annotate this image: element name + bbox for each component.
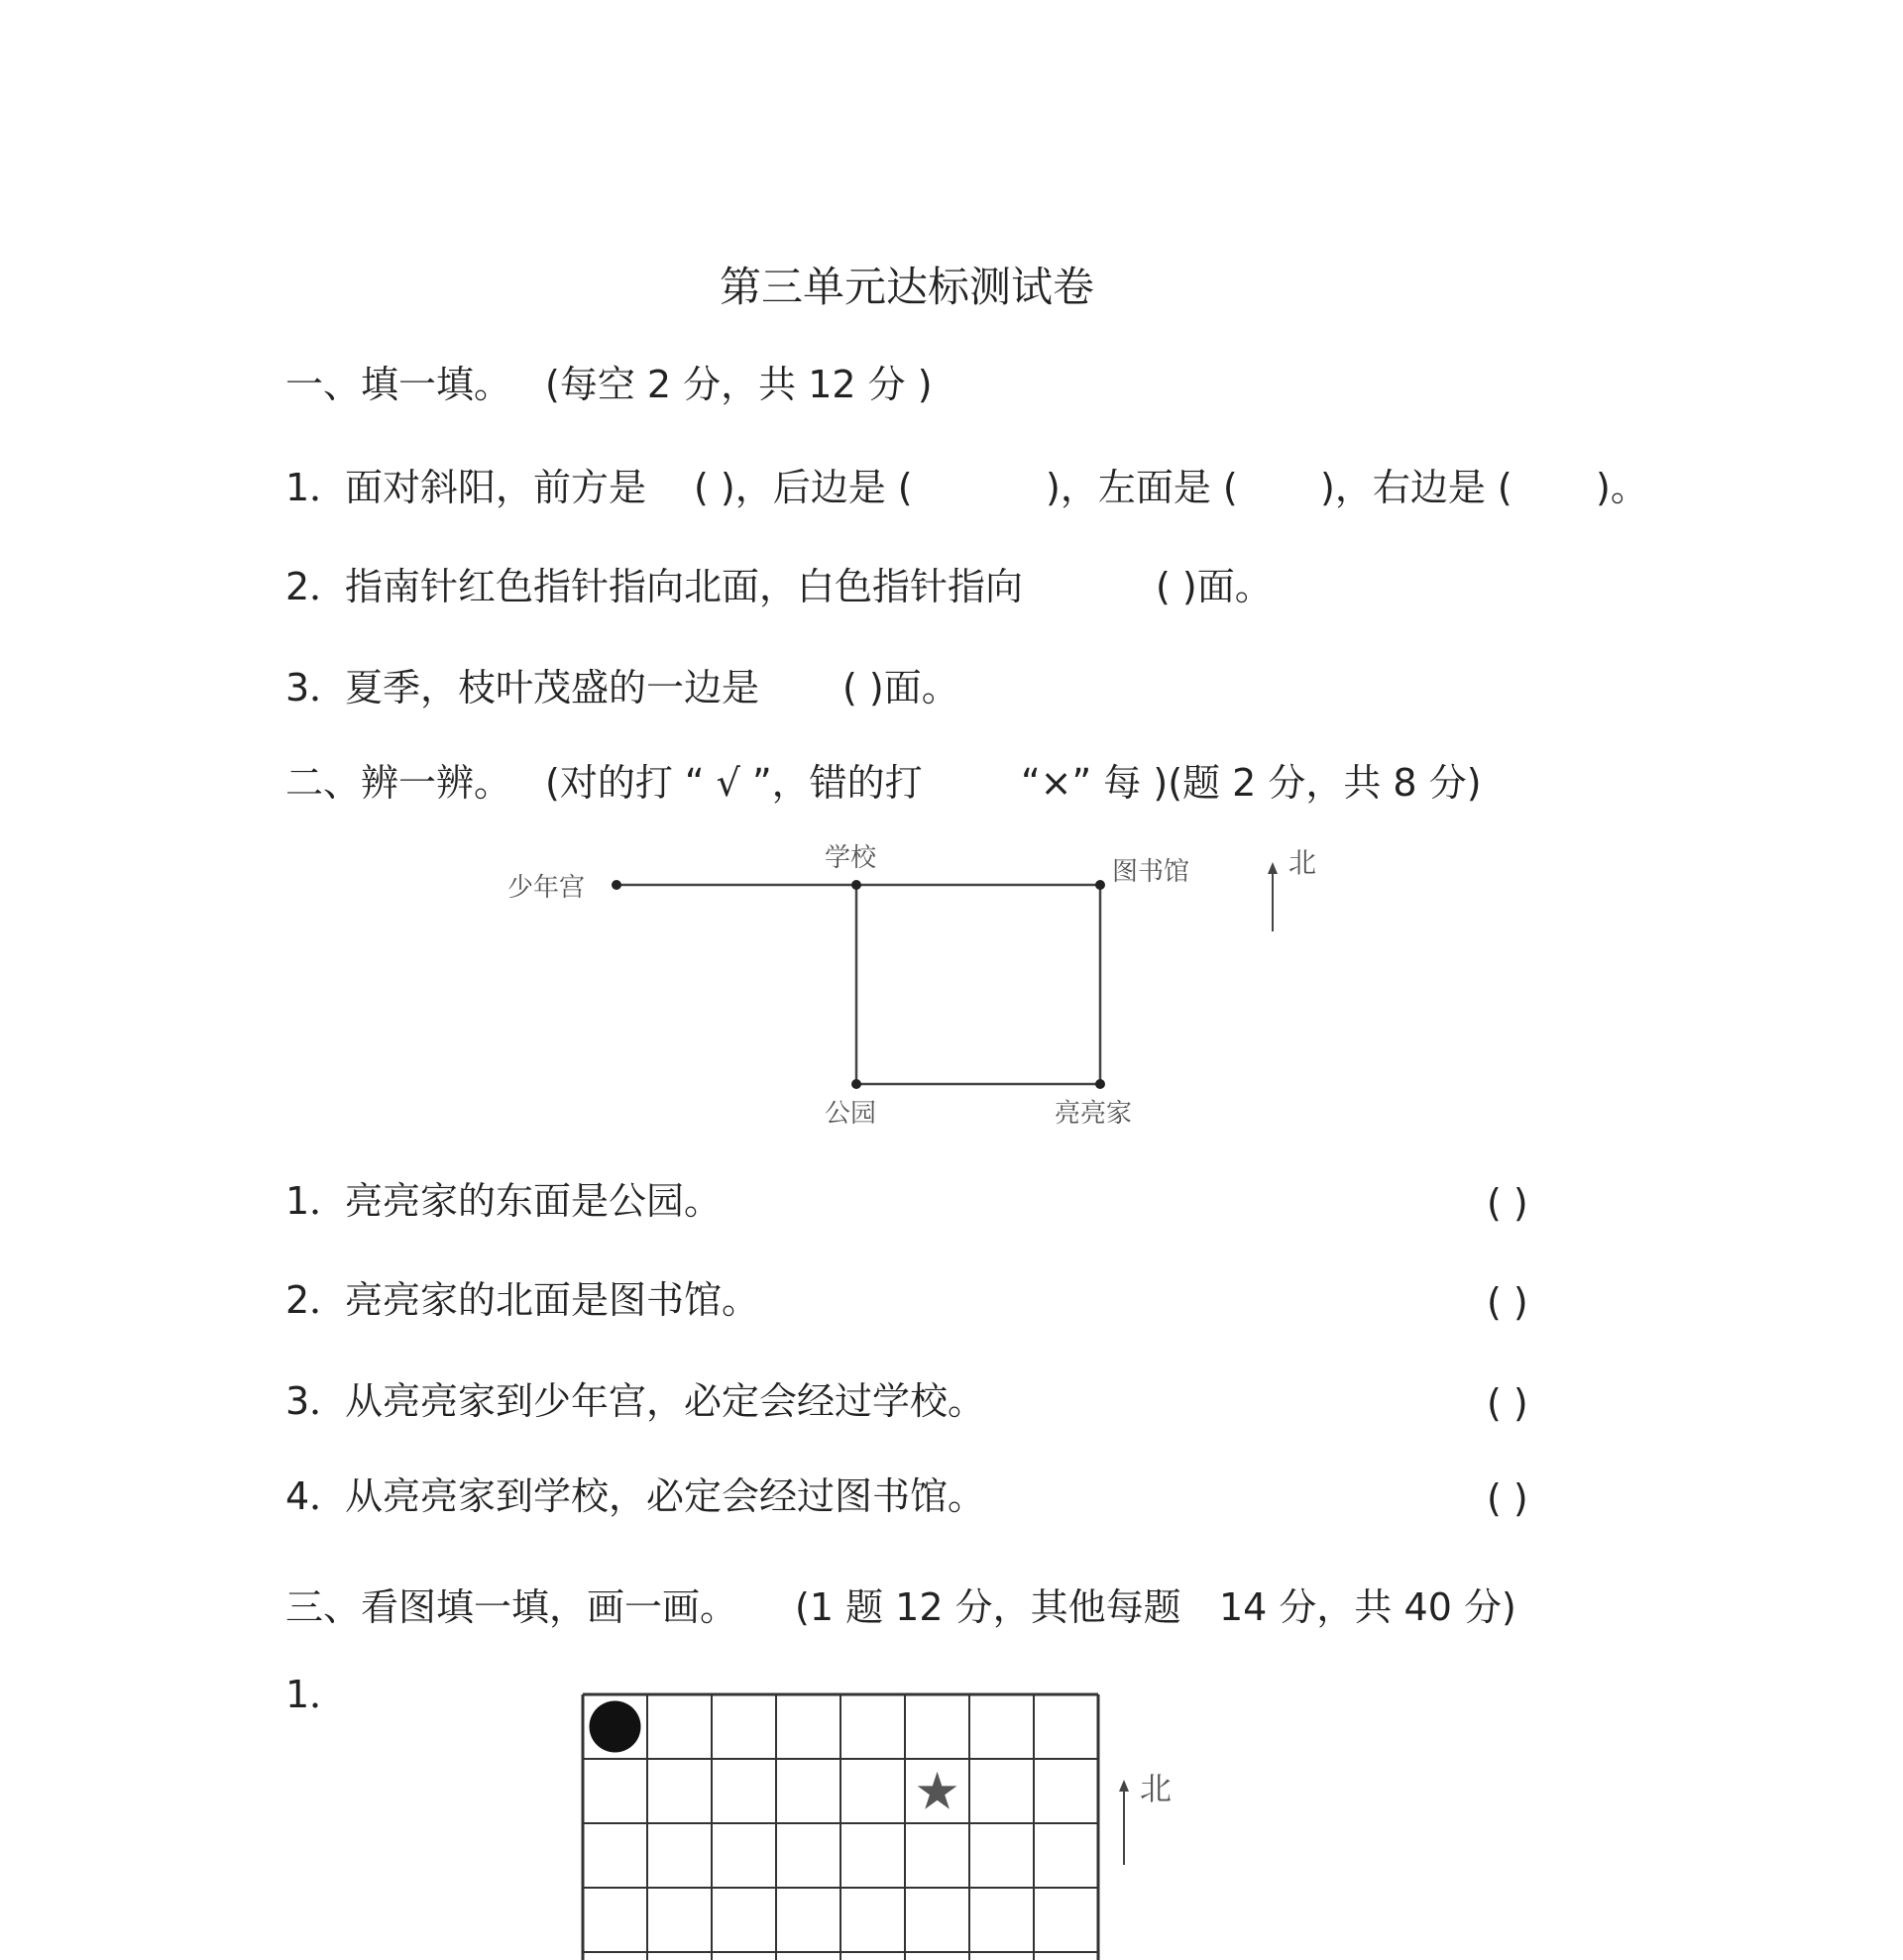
- section-3-q1-number: 1．: [285, 1673, 348, 1716]
- q1-1-segment-3: )，右边是 (: [1320, 466, 1512, 509]
- judge-item-3-number: 3．: [285, 1379, 348, 1423]
- q1-3-number: 3．: [285, 666, 348, 709]
- judge-item-2-text: 亮亮家的北面是图书馆。: [345, 1278, 760, 1322]
- q1-2-number: 2．: [285, 565, 348, 608]
- q1-3-blank: ( )面。: [842, 666, 959, 709]
- judge-item-4-blank: ( ): [1487, 1476, 1528, 1520]
- q1-2-blank: ( )面。: [1156, 565, 1273, 608]
- q1-1-segment-2: )，左面是 (: [1046, 466, 1238, 509]
- library-label: 图书馆: [1112, 857, 1190, 887]
- q1-3-text: 夏季，枝叶茂盛的一边是: [345, 666, 760, 709]
- judge-item-1-blank: ( ): [1487, 1181, 1528, 1225]
- q1-2-text: 指南针红色指针指向北面，白色指针指向: [345, 565, 1024, 608]
- grid-north-arrow-icon: [1119, 1780, 1129, 1865]
- section-1-heading: 一、填一填。: [285, 363, 512, 406]
- judge-item-4-number: 4．: [285, 1474, 348, 1518]
- section-3-heading: 三、看图填一填，画一画。: [285, 1585, 738, 1629]
- page-title: 第三单元达标测试卷: [720, 263, 1095, 311]
- park-point: [851, 1079, 861, 1089]
- judge-item-1-number: 1．: [285, 1179, 348, 1223]
- library-point: [1095, 880, 1105, 890]
- judge-item-1-text: 亮亮家的东面是公园。: [345, 1179, 723, 1223]
- map-lines: [616, 885, 1100, 1084]
- judge-item-2-blank: ( ): [1487, 1280, 1528, 1324]
- grid-north-label: 北: [1140, 1770, 1173, 1807]
- north-arrow-icon: [1268, 862, 1278, 931]
- judge-item-3-text: 从亮亮家到少年宫，必定会经过学校。: [345, 1379, 986, 1423]
- star-icon: ★: [914, 1762, 960, 1822]
- section-2-heading: 二、辨一辨。: [285, 761, 512, 805]
- home-label: 亮亮家: [1055, 1099, 1133, 1129]
- school-point: [851, 880, 861, 890]
- q1-1-end: )。: [1596, 466, 1648, 509]
- park-label: 公园: [825, 1099, 877, 1129]
- youth-palace-label: 少年宫: [507, 873, 586, 903]
- section-2-instruction-a: (对的打 “ √ ”，错的打: [545, 761, 923, 805]
- grid-lines: [583, 1694, 1098, 1960]
- section-1-score: (每空 2 分，共 12 分 ): [545, 363, 933, 406]
- q1-1-text: 面对斜阳，前方是: [345, 466, 647, 509]
- home-point: [1095, 1079, 1105, 1089]
- q1-1-number: 1．: [285, 466, 348, 509]
- section-2-instruction-b: “×” 每 )(题 2 分，共 8 分): [1021, 761, 1482, 805]
- judge-item-2-number: 2．: [285, 1278, 348, 1322]
- youth-palace-point: [612, 880, 621, 890]
- map-north-label: 北: [1288, 846, 1317, 879]
- q1-1-segment-1: ( )，后边是 (: [694, 466, 913, 509]
- school-label: 学校: [825, 843, 877, 873]
- section-3-score-a: (1 题 12 分，其他每题: [795, 1585, 1181, 1629]
- section-3-score-b: 14 分，共 40 分): [1219, 1585, 1516, 1629]
- filled-circle-marker: [590, 1701, 641, 1753]
- judge-item-3-blank: ( ): [1487, 1381, 1528, 1425]
- judge-item-4-text: 从亮亮家到学校，必定会经过图书馆。: [345, 1474, 986, 1518]
